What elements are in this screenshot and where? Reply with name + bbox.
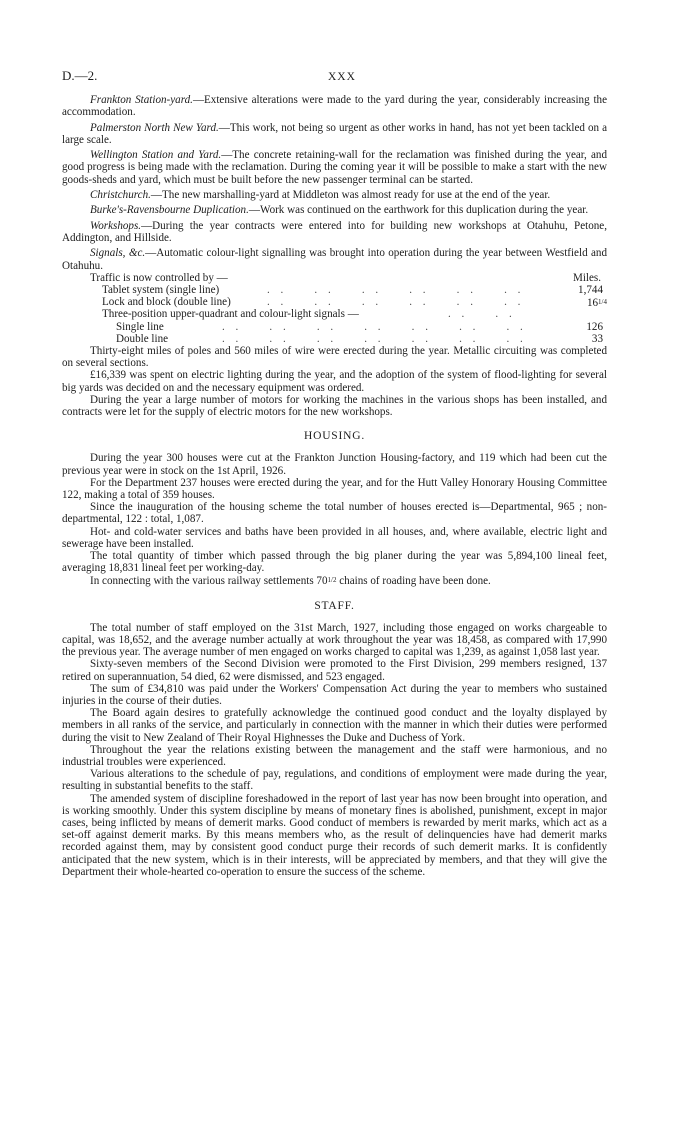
traffic-row-label: Three-position upper-quadrant and colour-light signals — <box>102 308 359 321</box>
traffic-row-fraction: 1/4 <box>598 298 607 307</box>
paragraph-poles-wire: Thirty-eight miles of poles and 560 miles of wire were erected during the year. Metallic circuiting was completed on several sections. <box>62 344 607 370</box>
parliamentary-paper-reference: D.—2. <box>62 68 98 83</box>
paragraph-staff: The total number of staff employed on the 31st March, 1927, including those engaged on works chargeable to capital, was 18,652, and the average number actually at work throughout the year was 18,458, as compared with 17,990 the previous year. The average number of men engaged on works charged to capital was 1,239, as against 1,058 last year. <box>62 621 607 659</box>
paragraph-electric-lighting: £16,339 was spent on electric lighting during the year, and the adoption of the system of flood-lighting for several big yards was decided on and the necessary equipment was ordered. <box>62 369 607 394</box>
paragraph-text: —Extensive alterations were made to the yard during the year, considerably increasing the accommodation. <box>62 94 608 119</box>
paragraph-text: —Work was continued on the earthwork for this duplication during the year. <box>248 204 589 217</box>
paragraph-title: Wellington Station and Yard. <box>90 149 222 162</box>
paragraph-staff: The sum of £34,810 was paid under the Workers' Compensation Act during the year to members who sustained injuries in the course of their duties. <box>62 682 607 707</box>
body-column <box>62 94 607 878</box>
paragraph-text: —The concrete retaining-wall for the reclamation was finished during the year, and good progress is being made with the reclamation. During the coming year it will be possible to make a start with the new goods-sheds and yard, which must be built before the new passenger terminal can be started. <box>62 149 608 186</box>
roading-fraction: 1/2 <box>327 576 337 585</box>
section-heading-housing: HOUSING. <box>303 430 366 443</box>
paragraph-text: —This work, not being so urgent as other works in hand, has not yet been tackled on a large scale. <box>62 121 607 146</box>
paragraph-wellington <box>62 149 607 186</box>
paragraph-palmerston <box>62 122 607 146</box>
paragraph-title: Christchurch. <box>90 188 151 201</box>
paragraph-title: Workshops. <box>90 219 142 232</box>
paragraph-title: Signals, &c. <box>90 247 146 260</box>
section-heading-staff: STAFF. <box>314 599 355 612</box>
page-number: XXX <box>328 71 356 83</box>
paragraph-signals <box>62 247 607 271</box>
traffic-row-label: Tablet system (single line) <box>102 283 220 296</box>
paragraph-workshops <box>62 220 607 244</box>
paragraph-text: —The new marshalling-yard at Middleton was almost ready for use at the end of the year. <box>150 188 551 201</box>
paragraph-staff: Sixty-seven members of the Second Division were promoted to the First Division, 299 members resigned, 137 retired on superannuation, 54 died, 62 were dismissed, and 523 engaged. <box>62 658 607 683</box>
traffic-row-value: 161/4 <box>586 297 607 310</box>
traffic-row: Three-position upper-quadrant and colour-light signals — . . . . <box>102 308 516 321</box>
traffic-row-value: 1,744 <box>578 283 603 296</box>
paragraph-staff: Throughout the year the relations existing between the management and the staff were harmonious, and no industrial troubles were experienced. <box>62 743 607 768</box>
paragraph-staff: The amended system of discipline foreshadowed in the report of last year has now been brought into operation, and is working smoothly. Under this system discipline by means of monetary fines is abolished, punishment, except in major cases, being inflicted by means of demerit marks. Good conduct of members is rewarded by merit marks, which act as a set-off against demerit marks. By this means members who, as the result of delinquencies have had demerit marks recorded against them, may by consistent good conduct purge their records of such demerit marks. It is confidently anticipated that the new system, which is in their interests, will be appreciated by members, and that they will give the Department their whole-hearted co-operation to ensure the success of the scheme. <box>62 792 607 878</box>
paragraph-title: Palmerston North New Yard. <box>90 121 219 134</box>
traffic-row-value: 126 <box>586 320 603 333</box>
paragraph-christchurch <box>62 189 607 201</box>
paragraph-housing: Since the inauguration of the housing scheme the total number of houses erected is—Departmental, 965 ; non-departmental, 122 : total, 1,087. <box>62 501 607 526</box>
traffic-row: Lock and block (double line) . . . . . . . . . . . . 161/4 <box>102 296 607 310</box>
paragraph-text: —Automatic colour-light signalling was brought into operation during the year between Westfield and Otahuhu. <box>62 247 608 272</box>
traffic-row: Double line . . . . . . . . . . . . . . 33 <box>116 332 603 345</box>
paragraph-housing: The total quantity of timber which passed through the big planer during the year was 5,894,100 lineal feet, averaging 18,831 lineal feet per working-day. <box>62 549 607 575</box>
paragraph-burkes <box>62 204 607 216</box>
paragraph-staff: The Board again desires to gratefully acknowledge the continued good conduct and the loyalty displayed by members in all ranks of the service, and particularly in connection with the manner in which their duties were performed during the visit to New Zealand of Their Royal Highnesses the Duke and Duchess of York. <box>62 707 607 744</box>
traffic-control-table <box>62 272 607 345</box>
traffic-intro-row <box>62 272 607 284</box>
paragraph-motors: During the year a large number of motors for working the machines in the various shops has been installed, and contracts were let for the supply of electric motors for the new workshops. <box>62 393 607 418</box>
paragraph-frankton <box>62 94 607 118</box>
traffic-row: Tablet system (single line) . . . . . . . . . . . . 1,744 <box>102 283 603 296</box>
paragraph-text: —During the year contracts were entered into for building new workshops at Otahuhu, Petone, Addington, and Hillside. <box>62 219 607 244</box>
traffic-row-label: Single line <box>116 320 164 333</box>
paragraph-housing: During the year 300 houses were cut at the Frankton Junction Housing-factory, and 119 which had been cut the previous year were in stock on the 1st April, 1926. <box>62 452 607 477</box>
traffic-intro: Traffic is now controlled by — <box>90 271 228 284</box>
paragraph-title: Frankton Station-yard. <box>90 94 193 106</box>
traffic-row-label: Lock and block (double line) <box>102 296 231 309</box>
traffic-unit: Miles. <box>572 271 601 284</box>
paragraph-title: Burke's-Ravensbourne Duplication. <box>90 204 249 217</box>
traffic-row: Single line . . . . . . . . . . . . . . 126 <box>116 320 603 333</box>
traffic-row-label: Double line <box>116 332 169 345</box>
paragraph-roading: In connecting with the various railway settlements 701/2 chains of roading have been done. <box>90 575 491 588</box>
paragraph-housing: Hot- and cold-water services and baths have been provided in all houses, and, where available, electric light and sewerage have been installed. <box>62 525 607 550</box>
paragraph-housing: For the Department 237 houses were erected during the year, and for the Hutt Valley Honorary Housing Committee 122, making a total of 359 houses. <box>62 476 607 501</box>
traffic-row-value: 33 <box>591 332 603 345</box>
paragraph-staff: Various alterations to the schedule of pay, regulations, and conditions of employment were made during the year, resulting in substantial benefits to the staff. <box>62 768 607 793</box>
